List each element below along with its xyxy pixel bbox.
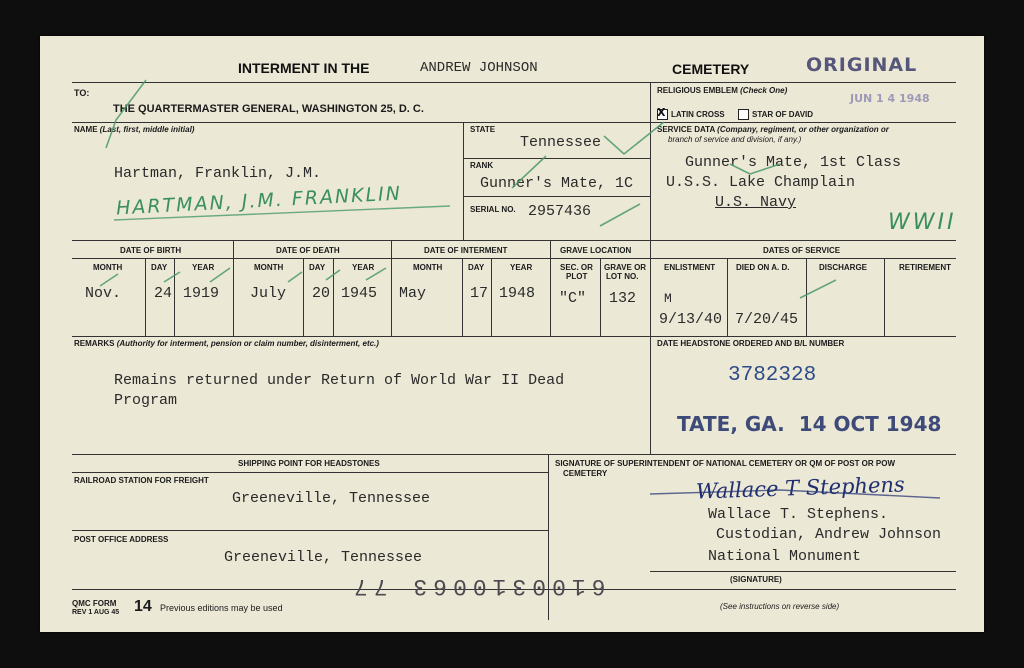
- previous-editions: Previous editions may be used: [160, 603, 283, 613]
- enlistment-mark: M: [664, 291, 672, 306]
- dod-year: 1945: [341, 285, 378, 302]
- emblem-label: RELIGIOUS EMBLEM (Check One): [657, 86, 788, 95]
- form-label: QMC FORM: [72, 599, 117, 608]
- railroad-value: Greeneville, Tennessee: [232, 490, 431, 507]
- grave-lot-label-2: LOT NO.: [606, 272, 639, 281]
- post-office-value: Greeneville, Tennessee: [224, 549, 423, 566]
- discharge-label: DISCHARGE: [819, 263, 868, 272]
- cemetery-name: ANDREW JOHNSON: [420, 60, 538, 76]
- enlistment-date: 9/13/40: [659, 311, 723, 328]
- signature-script: Wallace T Stephens: [695, 472, 906, 504]
- signature-typed-2: Custodian, Andrew Johnson: [716, 526, 942, 543]
- latin-cross-check-mark: X: [657, 106, 666, 119]
- dod-month: July: [250, 285, 287, 302]
- form-rev: REV 1 AUG 45: [72, 609, 120, 616]
- grave-section-label: GRAVE LOCATION: [560, 246, 632, 255]
- doi-day: 17: [470, 285, 489, 302]
- addressee: THE QUARTERMASTER GENERAL, WASHINGTON 25, D. C.: [113, 103, 424, 115]
- dod-day-label: DAY: [309, 263, 326, 272]
- dob-year: 1919: [183, 285, 220, 302]
- signature-label-2: CEMETERY: [563, 469, 608, 478]
- name-typed: Hartman, Franklin, J.M.: [114, 165, 322, 182]
- dob-month: Nov.: [85, 285, 122, 302]
- dod-section-label: DATE OF DEATH: [276, 246, 340, 255]
- dob-month-label: MONTH: [93, 263, 123, 272]
- railroad-label: RAILROAD STATION FOR FREIGHT: [74, 476, 209, 485]
- name-handwritten: HARTMAN, J.M. FRANKLIN: [115, 182, 403, 220]
- service-line-2: U.S.S. Lake Champlain: [666, 174, 856, 191]
- doi-year-label: YEAR: [510, 263, 533, 272]
- bl-number: 3782328: [728, 364, 817, 387]
- grave-lot: 132: [609, 290, 637, 307]
- instructions-note: (See instructions on reverse side): [720, 602, 840, 611]
- headstone-stamp: TATE, GA. 14 OCT 1948: [677, 412, 942, 436]
- service-dates-section-label: DATES OF SERVICE: [763, 246, 841, 255]
- signature-line-label: (SIGNATURE): [730, 575, 782, 584]
- doi-section-label: DATE OF INTERMENT: [424, 246, 508, 255]
- enlistment-label: ENLISTMENT: [664, 263, 716, 272]
- service-data-hint: branch of service and division, if any.): [668, 135, 802, 144]
- service-data-label: SERVICE DATA (Company, regiment, or other organization or: [657, 125, 889, 134]
- grave-lot-label-1: GRAVE OR: [604, 263, 647, 272]
- signature-flourish: [650, 490, 940, 498]
- serial-value: 2957436: [528, 203, 592, 220]
- dod-day: 20: [312, 285, 331, 302]
- rank-label: RANK: [470, 161, 494, 170]
- rank-check-mark: [512, 156, 546, 188]
- service-line-1: Gunner's Mate, 1st Class: [685, 154, 902, 171]
- dod-month-check: [288, 272, 302, 282]
- state-value: Tennessee: [520, 134, 602, 151]
- serial-label: SERIAL NO.: [470, 205, 516, 214]
- dob-day-check: [164, 272, 180, 282]
- dod-month-label: MONTH: [254, 263, 284, 272]
- headstone-label: DATE HEADSTONE ORDERED AND B/L NUMBER: [657, 339, 845, 348]
- original-stamp: ORIGINAL: [806, 54, 918, 76]
- latin-cross-label: LATIN CROSS: [671, 110, 725, 119]
- form-number: 14: [134, 598, 152, 615]
- title-right: CEMETERY: [672, 61, 750, 77]
- signature-typed-1: Wallace T. Stephens.: [708, 506, 889, 523]
- dob-section-label: DATE OF BIRTH: [120, 246, 182, 255]
- remarks-line-1: Remains returned under Return of World War II Dead: [114, 372, 565, 389]
- dob-day: 24: [154, 285, 173, 302]
- pencil-check-marks: [40, 36, 984, 632]
- stamped-number: 6100310063 77: [348, 573, 606, 599]
- dob-day-label: DAY: [151, 263, 168, 272]
- remarks-line-2: Program: [114, 392, 178, 409]
- dob-year-label: YEAR: [192, 263, 215, 272]
- interment-card: [40, 36, 984, 632]
- grave-sec-label-2: PLOT: [566, 272, 588, 281]
- rank-value: Gunner's Mate, 1C: [480, 175, 634, 192]
- dod-day-check: [326, 270, 340, 280]
- shipping-section-label: SHIPPING POINT FOR HEADSTONES: [238, 459, 380, 468]
- name-underline-check: [114, 206, 450, 220]
- retirement-label: RETIREMENT: [899, 263, 951, 272]
- serial-check-mark: [600, 204, 640, 226]
- doi-month: May: [399, 285, 427, 302]
- post-office-label: POST OFFICE ADDRESS: [74, 535, 169, 544]
- enlistment-check: [800, 280, 836, 298]
- grave-sec-label-1: SEC. OR: [560, 263, 593, 272]
- died-label: DIED ON A. D.: [736, 263, 790, 272]
- signature-typed-3: National Monument: [708, 548, 862, 565]
- dod-year-label: YEAR: [352, 263, 375, 272]
- dob-month-check: [100, 274, 118, 286]
- state-label: STATE: [470, 125, 496, 134]
- doi-year: 1948: [499, 285, 536, 302]
- name-label: NAME (Last, first, middle initial): [74, 125, 195, 134]
- to-label: TO:: [74, 88, 90, 98]
- date-received-stamp: JUN 1 4 1948: [850, 92, 930, 105]
- dod-year-check: [366, 268, 386, 280]
- service-check-mark: [730, 164, 780, 174]
- died-date: 7/20/45: [735, 311, 799, 328]
- service-line-3: U.S. Navy: [715, 194, 797, 211]
- dob-year-check: [210, 268, 230, 282]
- signature-label: SIGNATURE OF SUPERINTENDENT OF NATIONAL CEMETERY OR QM OF POST OR POW: [555, 459, 896, 468]
- title-left: INTERMENT IN THE: [238, 60, 370, 76]
- star-of-david-label: STAR OF DAVID: [752, 110, 814, 119]
- handwritten-war-note: WWII: [888, 210, 957, 235]
- state-check-mark: [604, 122, 664, 154]
- doi-day-label: DAY: [468, 263, 485, 272]
- grave-sec: "C": [559, 290, 587, 307]
- name-check-mark: [106, 80, 146, 148]
- remarks-label: REMARKS (Authority for interment, pension or claim number, disinterment, etc.): [74, 339, 379, 348]
- doi-month-label: MONTH: [413, 263, 443, 272]
